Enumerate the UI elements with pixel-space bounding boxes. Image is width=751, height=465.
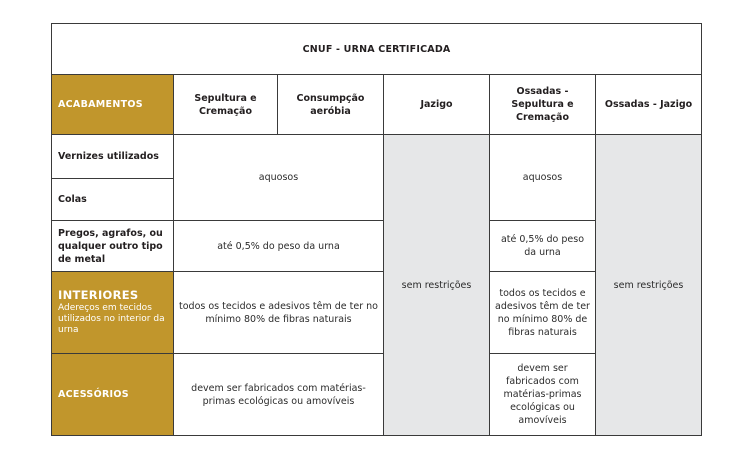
consumpcao-aerobia-header: Consumpção aeróbia	[278, 75, 384, 135]
header-row	[52, 75, 702, 135]
acessorios-cell-right: devem ser fabricados com matérias-primas ecológicas ou amovíveis	[490, 354, 596, 436]
colas-label: Colas	[52, 179, 174, 221]
vernizes-row	[52, 135, 702, 179]
acabamentos-header: ACABAMENTOS	[52, 75, 174, 135]
ossadas-jazigo-value-cell: sem restrições	[596, 135, 702, 436]
ossadas-jazigo-header: Ossadas - Jazigo	[596, 75, 702, 135]
pregos-cell-left: até 0,5% do peso da urna	[174, 221, 384, 272]
jazigo-header: Jazigo	[384, 75, 490, 135]
interiores-title: INTERIORES	[58, 288, 139, 302]
aquosos-cell-left: aquosos	[174, 135, 384, 221]
pregos-label: Pregos, agrafos, ou qualquer outro tipo de metal	[52, 221, 174, 272]
pregos-cell-right: até 0,5% do peso da urna	[490, 221, 596, 272]
interiores-label	[52, 272, 174, 354]
interiores-cell-left: todos os tecidos e adesivos têm de ter no mínimo 80% de fibras naturais	[174, 272, 384, 354]
table-title: CNUF - URNA CERTIFICADA	[52, 24, 702, 75]
sepultura-cremacao-header: Sepultura e Cremação	[174, 75, 278, 135]
interiores-cell-right: todos os tecidos e adesivos têm de ter no mínimo 80% de fibras naturais	[490, 272, 596, 354]
aquosos-cell-right: aquosos	[490, 135, 596, 221]
vernizes-label: Vernizes utilizados	[52, 135, 174, 179]
acessorios-cell-left: devem ser fabricados com matérias-primas ecológicas ou amovíveis	[174, 354, 384, 436]
interiores-subtitle: Adereços em tecidos utilizados no interior da urna	[58, 303, 165, 335]
title-row	[52, 24, 702, 75]
jazigo-value-cell: sem restrições	[384, 135, 490, 436]
acessorios-label: ACESSÓRIOS	[52, 354, 174, 436]
ossadas-sepultura-cremacao-header: Ossadas - Sepultura e Cremação	[490, 75, 596, 135]
certification-table	[51, 23, 702, 436]
